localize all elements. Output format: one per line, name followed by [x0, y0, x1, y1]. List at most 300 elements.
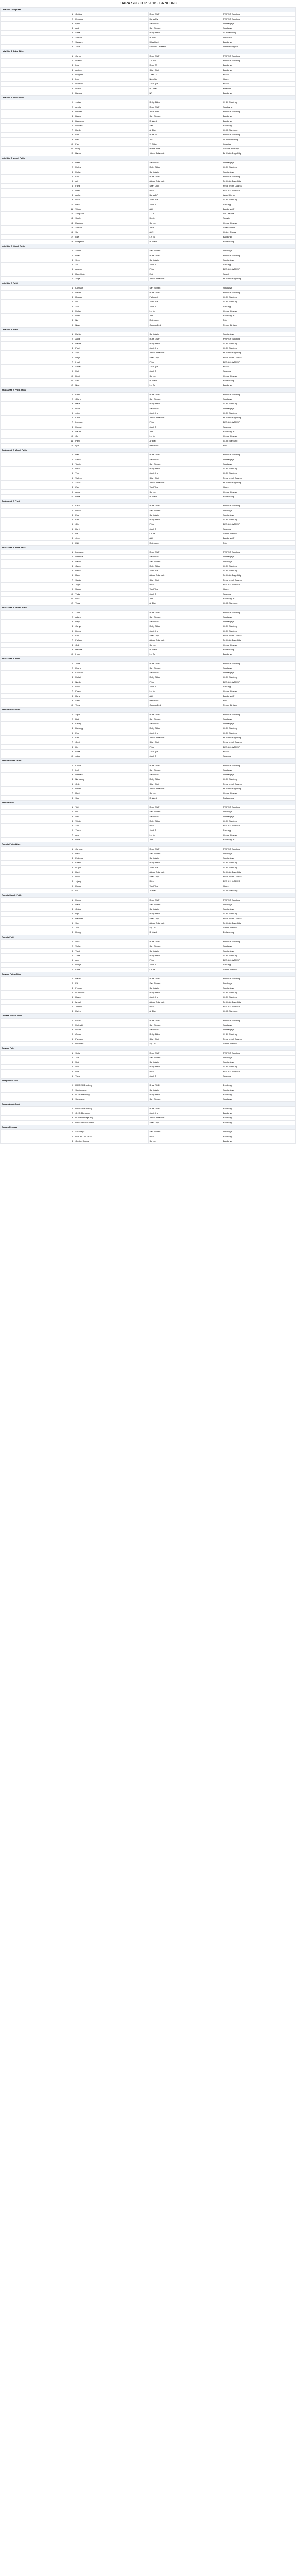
club-cell: Sumtanjaya [222, 161, 295, 165]
coach-cell: Ralemans [148, 541, 222, 546]
coach-cell: San Rizmen [148, 666, 222, 671]
result-row [1, 666, 296, 671]
athlete-name-cell: Tiara [74, 703, 148, 708]
rank-cell: 7 [1, 689, 74, 694]
category-header-row [1, 759, 296, 764]
rank-cell: 13 [1, 216, 74, 221]
result-row [1, 351, 296, 355]
rank-cell: 3 [1, 258, 74, 263]
rank-cell: 3 [1, 22, 74, 26]
result-row [1, 875, 296, 879]
athlete-name-cell: Kemala [74, 17, 148, 22]
club-cell: PWP SP Bandung [222, 504, 295, 509]
athlete-name-cell: Sekar [74, 365, 148, 369]
coach-cell: R. Ward [148, 648, 222, 652]
rank-cell: 3 [1, 342, 74, 346]
athlete-name-cell: Dewi [74, 374, 148, 379]
result-row [1, 981, 296, 986]
coach-cell: Ruas GWP [148, 977, 222, 981]
rank-cell: 10 [1, 703, 74, 708]
coach-cell: Ruas GWP [148, 12, 222, 17]
coach-cell: Tas I Tjos [148, 587, 222, 592]
athlete-name-cell: Jelita [74, 662, 148, 666]
rank-cell: 6 [1, 828, 74, 833]
rank-cell: 3 [1, 462, 74, 467]
rank-cell: 12 [1, 601, 74, 606]
athlete-name-cell: Dimas [74, 629, 148, 634]
result-row [1, 291, 296, 295]
result-row [1, 754, 296, 759]
athlete-name-cell: Ayu [74, 833, 148, 838]
rank-cell: 1 [1, 977, 74, 981]
category-header-row [1, 388, 296, 393]
athlete-name-cell: Endang [74, 856, 148, 861]
coach-cell: Tio Ado [148, 59, 222, 63]
category-title: Beregu Remaja [1, 1125, 296, 1130]
coach-cell: San Rizmen [148, 1023, 222, 1028]
athlete-name-cell: Vina [74, 815, 148, 819]
athlete-name-cell: Ismail [74, 1000, 148, 1005]
result-row [1, 986, 296, 991]
rank-cell: 7 [1, 926, 74, 930]
athlete-name-cell: Jaka [74, 754, 148, 759]
rank-cell: 6 [1, 309, 74, 314]
rank-cell: 7 [1, 189, 74, 193]
coach-cell: Lin Tu [148, 383, 222, 388]
result-row [1, 870, 296, 875]
result-row [1, 444, 296, 448]
rank-cell: 4 [1, 26, 74, 31]
rank-cell: 8 [1, 930, 74, 935]
rank-cell: 9 [1, 648, 74, 652]
result-row [1, 648, 296, 652]
athlete-name-cell: Fajri [74, 142, 148, 147]
athlete-name-cell: Gentra Desma [74, 1139, 148, 1144]
result-row [1, 777, 296, 782]
rank-cell: 9 [1, 323, 74, 328]
coach-cell: Jusat Adkit [148, 110, 222, 114]
athlete-name-cell: Nusa [74, 323, 148, 328]
coach-cell: Ralemans [148, 444, 222, 448]
athlete-name-cell: Dedi [74, 202, 148, 207]
coach-cell: T. Oidun [148, 142, 222, 147]
category-header-row [1, 8, 296, 12]
coach-cell: Rizky Akbar [148, 861, 222, 866]
result-row [1, 954, 296, 958]
athlete-name-cell: Rahmat [74, 917, 148, 921]
coach-cell: Rizky Akbar [148, 912, 222, 917]
result-row [1, 889, 296, 893]
coach-cell: Ruas TS [148, 63, 222, 68]
athlete-name-cell: Mumu [74, 898, 148, 903]
club-cell: Gi. Rt Bandung [222, 295, 295, 300]
athlete-name-cell: Anis [74, 958, 148, 963]
coach-cell: Jamil Aris [148, 1111, 222, 1116]
rank-cell: 1 [1, 805, 74, 810]
club-cell: Bandung [222, 124, 295, 128]
rank-cell: 7 [1, 360, 74, 365]
athlete-name-cell: Rafi [74, 453, 148, 457]
athlete-name-cell: Soni [74, 921, 148, 926]
result-row [1, 467, 296, 471]
athlete-name-cell: Joko [74, 411, 148, 416]
athlete-name-cell: Abdan [74, 100, 148, 105]
athlete-name-cell: Taufik [74, 462, 148, 467]
result-row [1, 977, 296, 981]
coach-cell: Sitah Dtuji [148, 1037, 222, 1042]
club-cell: Bandung [222, 1111, 295, 1116]
category-title: Usia Dini A Putri [1, 328, 296, 332]
club-cell: Pr. Gede Bage Bdg [222, 870, 295, 875]
club-cell: Surabaya [222, 286, 295, 291]
result-row [1, 949, 296, 954]
rank-cell: 4 [1, 564, 74, 569]
club-cell: BES ALL WTR SP [222, 1005, 295, 1009]
result-row [1, 541, 296, 546]
club-cell: Gentra Desma [222, 689, 295, 694]
athlete-name-cell: Wilson [74, 207, 148, 212]
athlete-name-cell: Pipit [74, 912, 148, 917]
result-row [1, 22, 296, 26]
athlete-name-cell: Mulya [74, 165, 148, 170]
result-row [1, 782, 296, 787]
coach-cell: T. On [148, 212, 222, 216]
club-cell: BES ALL WTR SP [222, 189, 295, 193]
athlete-name-cell: Alif [74, 179, 148, 184]
athlete-name-cell: Iwan [74, 875, 148, 879]
result-row [1, 383, 296, 388]
club-cell: Bandung [222, 63, 295, 68]
rank-cell: 10 [1, 889, 74, 893]
club-cell: BES ALL WTR SP [222, 522, 295, 527]
coach-cell: Rizky Akbar [148, 342, 222, 346]
club-cell: Gentra Desma [222, 1042, 295, 1046]
rank-cell: 3 [1, 1093, 74, 1097]
result-row [1, 142, 296, 147]
result-row [1, 1005, 296, 1009]
result-row [1, 481, 296, 485]
club-cell: Surabaya [222, 462, 295, 467]
club-cell: Sumtanjaya [222, 856, 295, 861]
category-title: Usia Dini A Putra Atlas [1, 49, 296, 54]
rank-cell: 1 [1, 504, 74, 509]
athlete-name-cell: Kuninah [74, 286, 148, 291]
result-row [1, 189, 296, 193]
rank-cell: 7 [1, 740, 74, 745]
coach-cell: Rizky Akbar [148, 954, 222, 958]
coach-cell: Jatoh T [148, 1074, 222, 1079]
result-row [1, 119, 296, 124]
club-cell: Surabaya [222, 717, 295, 722]
rank-cell: 16 [1, 230, 74, 235]
result-row [1, 258, 296, 263]
club-cell: Gi. Rt Bandung [222, 564, 295, 569]
athlete-name-cell: Citra [74, 504, 148, 509]
athlete-name-cell: Kautang [74, 221, 148, 226]
rank-cell: 3 [1, 170, 74, 175]
result-row [1, 805, 296, 810]
club-cell: Surabaya [222, 26, 295, 31]
athlete-name-cell: Barang [74, 91, 148, 96]
result-row [1, 592, 296, 597]
coach-cell: Sarfio Aris [148, 773, 222, 777]
rank-cell: 2 [1, 944, 74, 949]
club-cell: Bandung [222, 1093, 295, 1097]
club-cell: Pesta Indah Caneks [222, 1037, 295, 1042]
athlete-name-cell: Fadli [74, 393, 148, 397]
athlete-name-cell: Yusuf [74, 481, 148, 485]
club-cell: Gi. Rt Bandung [222, 861, 295, 866]
club-cell: Bandung [222, 1121, 295, 1125]
result-row [1, 212, 296, 216]
coach-cell: Sarfio Aris [148, 856, 222, 861]
result-row [1, 662, 296, 666]
result-row [1, 207, 296, 212]
coach-cell: Ruas GWP [148, 291, 222, 295]
club-cell: Gi. Rt Bandung [222, 995, 295, 1000]
result-row [1, 36, 296, 40]
athlete-name-cell: Muchan [74, 82, 148, 87]
club-cell: Pr. Gede Bage Bdg [222, 151, 295, 156]
result-row [1, 114, 296, 119]
rank-cell: 6 [1, 184, 74, 189]
club-cell: Bandung [222, 91, 295, 96]
club-cell: PWP SP Bandung [222, 662, 295, 666]
rank-cell: 2 [1, 457, 74, 462]
rank-cell: 4 [1, 467, 74, 471]
rank-cell: 18 [1, 240, 74, 244]
club-cell: BES ALL WTR SP [222, 360, 295, 365]
athlete-name-cell: Satria [74, 578, 148, 583]
club-cell: PWP SP Bandung [222, 393, 295, 397]
rank-cell: 5 [1, 680, 74, 685]
result-row [1, 45, 296, 49]
coach-cell: Ruas GWP [148, 253, 222, 258]
result-row [1, 518, 296, 522]
result-row [1, 402, 296, 406]
result-row [1, 722, 296, 726]
club-cell: Bandung JF [222, 314, 295, 318]
result-row [1, 643, 296, 648]
rank-cell: 6 [1, 921, 74, 926]
athlete-name-cell: Jatun [74, 45, 148, 49]
category-header-row [1, 972, 296, 977]
coach-cell: Rizky Akbar [148, 165, 222, 170]
rank-cell: 5 [1, 179, 74, 184]
rank-cell: 12 [1, 212, 74, 216]
result-row [1, 314, 296, 318]
athlete-name-cell: Hani [74, 527, 148, 532]
coach-cell: Rizky Akbar [148, 777, 222, 782]
club-cell: Gentra Desma [222, 833, 295, 838]
club-cell: Gi. Rt Bandung [222, 165, 295, 170]
coach-cell: Sitah Dtuji [148, 634, 222, 638]
rank-cell: 3 [1, 815, 74, 819]
club-cell: Sawung [222, 425, 295, 430]
coach-cell: Tas I Tjos [148, 485, 222, 490]
rank-cell: 5 [1, 1070, 74, 1074]
result-row [1, 513, 296, 518]
athlete-name-cell: Nanda [74, 560, 148, 564]
club-cell: Gi. Rt Bandung [222, 300, 295, 304]
coach-cell: Prital [148, 420, 222, 425]
rank-cell: 5 [1, 119, 74, 124]
coach-cell: Sarfio Aris [148, 722, 222, 726]
club-cell: Sumtanjaya [222, 258, 295, 263]
coach-cell: Kilas Dadi [148, 40, 222, 45]
category-title: Beregu Anak-Anak [1, 1102, 296, 1107]
coach-cell: Ruas GWP [148, 847, 222, 852]
rank-cell: 2 [1, 59, 74, 63]
rank-cell: 8 [1, 365, 74, 369]
coach-cell: Jatoh T [148, 685, 222, 689]
category-title: Anak-Anak B Putri [1, 499, 296, 504]
rank-cell: 7 [1, 638, 74, 643]
rank-cell: 3 [1, 513, 74, 518]
club-cell: Sawung [222, 963, 295, 968]
club-cell: Kitaze [222, 485, 295, 490]
coach-cell: Rizky Akbar [148, 675, 222, 680]
result-row [1, 59, 296, 63]
club-cell: Pesta Indah Caneks [222, 875, 295, 879]
athlete-name-cell: Salsa [74, 699, 148, 703]
club-cell: Sawung [222, 754, 295, 759]
athlete-name-cell: Sinta [74, 31, 148, 36]
coach-cell: Sitah Dtuji [148, 782, 222, 787]
rank-cell: 5 [1, 522, 74, 527]
athlete-name-cell: Nisa [74, 383, 148, 388]
coach-cell: Sarfio Aris [148, 513, 222, 518]
rank-cell: 3 [1, 1139, 74, 1144]
category-header-row [1, 1046, 296, 1051]
coach-cell: Prital [148, 680, 222, 685]
rank-cell: 7 [1, 420, 74, 425]
coach-cell: Sy. Lin [148, 643, 222, 648]
coach-cell: Jamil Aris [148, 866, 222, 870]
coach-cell: Prital [148, 522, 222, 527]
club-cell: PWP SP Bandung [222, 847, 295, 852]
result-row [1, 652, 296, 657]
club-cell: GI. Rt Bandung [222, 439, 295, 444]
coach-cell: Adjuar Ardandat [148, 1000, 222, 1005]
rank-cell: 4 [1, 991, 74, 995]
coach-cell: Adit [148, 207, 222, 212]
club-cell: Bandung [222, 1139, 295, 1144]
club-cell: PWP SP Bandung [222, 805, 295, 810]
result-row [1, 476, 296, 481]
result-row [1, 485, 296, 490]
club-cell: BES ALL WTR SP [222, 583, 295, 587]
result-row [1, 309, 296, 314]
club-cell: Pesta Indah Caneks [222, 476, 295, 481]
coach-cell: Prital [148, 745, 222, 750]
athlete-name-cell: Farhan [74, 638, 148, 643]
rank-cell: 5 [1, 917, 74, 921]
rank-cell: 1 [1, 332, 74, 337]
result-row [1, 110, 296, 114]
result-row [1, 1023, 296, 1028]
club-cell: Gentra Desma [222, 926, 295, 930]
result-row [1, 680, 296, 685]
result-row [1, 847, 296, 852]
club-cell: PWP SP Bandung [222, 453, 295, 457]
result-row [1, 824, 296, 828]
athlete-name-cell: Heri [74, 745, 148, 750]
rank-cell: 2 [1, 852, 74, 856]
club-cell: Bandung JF [222, 838, 295, 842]
result-row [1, 620, 296, 624]
result-row [1, 838, 296, 842]
club-cell: Itas Lasona [222, 212, 295, 216]
athlete-name-cell: Raja Kirim [74, 272, 148, 277]
rank-cell: 1 [1, 1019, 74, 1023]
club-cell: Sumtanjaya [222, 22, 295, 26]
coach-cell: Prital [148, 360, 222, 365]
result-row [1, 411, 296, 416]
result-row [1, 193, 296, 198]
rank-cell: 2 [1, 509, 74, 513]
coach-cell: Sarfio Aris [148, 815, 222, 819]
club-cell: Gi. Rt Bandung [222, 471, 295, 476]
result-row [1, 272, 296, 277]
rank-cell: 2 [1, 291, 74, 295]
rank-cell: 4 [1, 175, 74, 179]
coach-cell: Lin Ye [148, 689, 222, 694]
coach-cell: San Rizmen [148, 810, 222, 815]
club-cell: Rentra Bintang [222, 323, 295, 328]
club-cell: Sumtanjaya [222, 986, 295, 991]
result-row [1, 1134, 296, 1139]
coach-cell: Sarfio Aris [148, 258, 222, 263]
coach-cell: Tas I Tjos [148, 365, 222, 369]
rank-cell: 5 [1, 411, 74, 416]
club-cell: Sumtanjaya [222, 555, 295, 560]
rank-cell: 8 [1, 425, 74, 430]
result-row [1, 634, 296, 638]
coach-cell: Nem Ws [148, 77, 222, 82]
coach-cell: Rizky Akbar [148, 100, 222, 105]
club-cell: Pr. Gede Bage Bdg [222, 1000, 295, 1005]
athlete-name-cell: Habib [74, 128, 148, 133]
club-cell: Surabaya [222, 615, 295, 620]
club-cell: Gentra Desma [222, 643, 295, 648]
athlete-name-cell: Zidan [74, 611, 148, 615]
coach-cell: Ruas GWP [148, 1083, 222, 1088]
athlete-name-cell: Maya [74, 355, 148, 360]
rank-cell: 12 [1, 444, 74, 448]
rank-cell: 3 [1, 773, 74, 777]
athlete-name-cell: Nurdin [74, 1028, 148, 1032]
club-cell: GI. Rt Bandung [222, 601, 295, 606]
athlete-name-cell: Putri [74, 346, 148, 351]
rank-cell: 2 [1, 555, 74, 560]
athlete-name-cell: Lukman [74, 420, 148, 425]
rank-cell: 2 [1, 1023, 74, 1028]
club-cell: Gi. Rt Bandung [222, 912, 295, 917]
rank-cell: 6 [1, 124, 74, 128]
result-row [1, 694, 296, 699]
result-row [1, 675, 296, 680]
club-cell: PWP SP Bandung [222, 54, 295, 59]
result-row [1, 1111, 296, 1116]
rank-cell: 1 [1, 100, 74, 105]
club-cell: Gi. Rt Bandung [222, 624, 295, 629]
athlete-name-cell: Gita [74, 522, 148, 527]
coach-cell: Ruas GWP [148, 662, 222, 666]
category-title: Pemula Putri [1, 801, 296, 805]
coach-cell: Sas [148, 124, 222, 128]
result-row [1, 342, 296, 346]
